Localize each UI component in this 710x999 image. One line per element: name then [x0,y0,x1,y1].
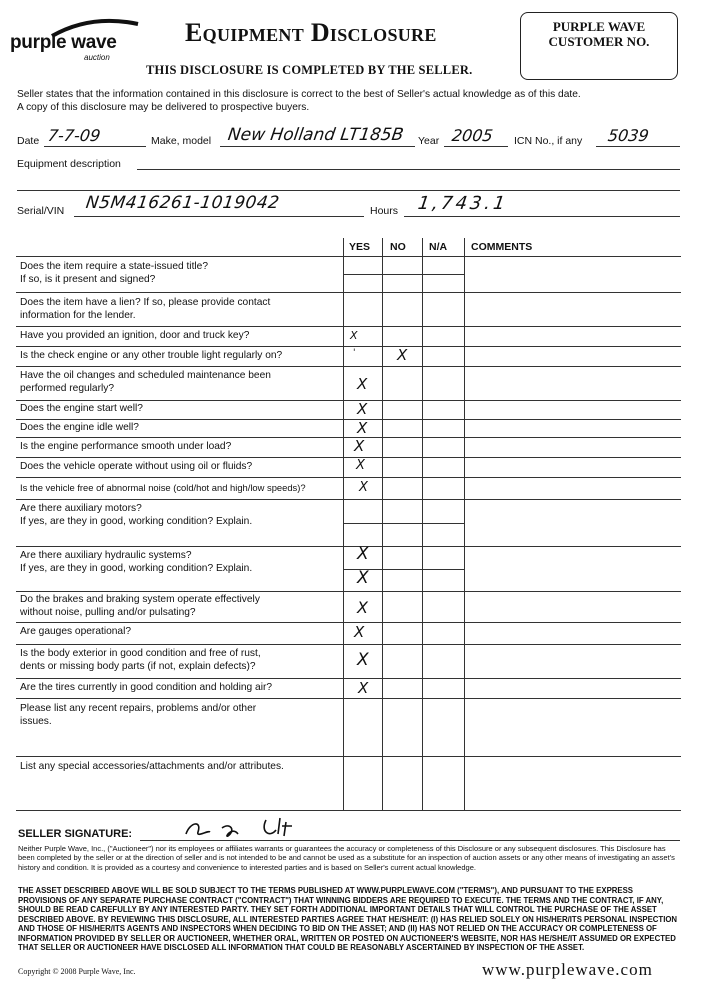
question-brakes: Do the brakes and braking system operate effectively without noise, pulling and/or pulsating? [20,594,260,618]
seller-signature [180,812,320,842]
mark-engine-idle-yes[interactable]: X [357,419,368,437]
purple-wave-logo [10,18,130,62]
customer-number-box[interactable]: PURPLE WAVE CUSTOMER NO. [520,12,678,80]
col-comments: COMMENTS [471,241,533,253]
page-title: Equipment Disclosure [185,18,437,47]
page-subtitle: THIS DISCLOSURE IS COMPLETED BY THE SELLER. [146,63,473,77]
question-lien: Does the item have a lien? If so, please provide contact information for the lender. [20,297,271,321]
mark-check-engine-yes[interactable]: ' [353,348,356,358]
equipment-description-label: Equipment description [17,158,121,170]
mark-abnormal-noise-yes[interactable]: X [359,480,368,495]
question-body-exterior: Is the body exterior in good condition and free of rust, dents or missing body parts (if not, explain defects)? [20,648,261,672]
mark-engine-start-yes[interactable]: X [357,400,368,418]
mark-hydraulics-yes[interactable]: X [357,544,369,564]
question-oil-fluids: Does the vehicle operate without using oil or fluids? [20,461,253,472]
website-link[interactable]: www.purplewave.com [482,960,653,979]
year-label: Year [418,135,440,147]
mark-tires-yes[interactable]: X [358,679,369,697]
icn-label: ICN No., if any [514,135,583,147]
hours-label: Hours [370,205,399,217]
col-yes: YES [349,241,371,253]
question-auxiliary-motors: Are there auxiliary motors? If yes, are they in good, working condition? Explain. [20,503,253,527]
question-gauges: Are gauges operational? [20,626,132,637]
col-na: N/A [429,241,448,253]
mark-hydraulics-yes-2[interactable]: X [357,568,369,588]
serial-label: Serial/VIN [17,205,65,217]
mark-engine-performance-yes[interactable]: X [354,437,365,455]
question-oil-changes: Have the oil changes and scheduled maintenance been performed regularly? [20,370,271,394]
date-field[interactable]: 7-7-09 [46,126,102,145]
question-keys: Have you provided an ignition, door and truck key? [20,330,250,341]
question-engine-performance: Is the engine performance smooth under load? [20,441,232,452]
logo-text: purple wave [10,32,117,53]
intro-text: Seller states that the information contained in this disclosure is correct to the best of Seller's actual knowledge as of this date. A copy of this disclosure may be delivered to prospective buyers. [17,89,581,113]
col-no: NO [390,241,406,253]
serial-field[interactable]: N5M416261-1019042 [84,193,281,213]
disclaimer-text: Neither Purple Wave, Inc., ("Auctioneer") nor its employees or affiliates warrants or guarantees the accuracy or completeness of this Disclosure or any subsequent disclosures. This Disclosure has been completed by the seller or at the direction of seller and is not intended to be and cannot be used as a substitute for an inspection of auction assets or any other means of investigating an asset's history and condition. It is provided as a courtesy and convenience to interested parties and is based on Seller's current actual knowledge. [18,844,675,872]
question-title: Does the item require a state-issued title? If so, is it present and signed? [20,261,208,285]
make-model-label: Make, model [151,135,212,147]
mark-brakes-yes[interactable]: X [357,598,368,617]
mark-keys-yes[interactable]: X [350,329,358,342]
mark-body-yes[interactable]: X [357,650,369,670]
copyright: Copyright © 2008 Purple Wave, Inc. [18,967,136,976]
question-abnormal-noise: Is the vehicle free of abnormal noise (cold/hot and high/low speeds)? [20,482,306,493]
year-field[interactable]: 2005 [450,126,495,145]
make-model-field[interactable]: New Holland LT185B [226,125,405,145]
question-accessories: List any special accessories/attachments and/or attributes. [20,761,284,772]
hours-field[interactable]: 1,743.1 [416,193,510,214]
question-recent-repairs: Please list any recent repairs, problems and/or other issues. [20,703,257,727]
question-engine-start: Does the engine start well? [20,403,143,414]
mark-oil-changes-yes[interactable]: X [357,375,368,393]
seller-signature-label: SELLER SIGNATURE: [18,828,133,840]
logo-subtext: auction [84,53,110,62]
question-auxiliary-hydraulics: Are there auxiliary hydraulic systems? If yes, are they in good, working condition? Explain. [20,550,253,574]
terms-text: THE ASSET DESCRIBED ABOVE WILL BE SOLD SUBJECT TO THE TERMS PUBLISHED AT WWW.PURPLEWAVE.COM ("TERMS"), AND PURSUANT TO THE EXPRESS PROVISIONS OF ANY SEPARATE PURCHASE CONTRACT ("CONTRACT") THAT WINNING BIDDERS ARE REQUIRED TO EXECUTE. THE TERMS AND THE CONTRACT, IF ANY, SHOULD BE READ CAREFULLY BY ANY INTERESTED PARTY. THEY SET FORTH ADDITIONAL IMPORTANT DETAILS THAT WILL CONTROL THE PURCHASE OF THE ASSET DESCRIBED ABOVE. BY REVIEWING THIS DISCLOSURE, ALL INTERESTED PARTIES AGREE THAT HE/SHE/IT: (I) HAS RELIED SOLELY ON HIS/HER/ITS PERSONAL INSPECTION AND THOSE OF HIS/HER/ITS AGENTS AND INSPECTORS WHEN DECIDING TO BID ON THE ASSET; AND (II) HAS NOT RELIED ON THE ACCURACY OR COMPLETENESS OF INFORMATION PROVIDED BY SELLER OR AUCTIONEER, WHETHER ORAL, WRITTEN OR POSTED ON AUCTIONEER'S WEBSITE, NOR HAS HE/SHE/IT ASSUMED OR EXPECTED THAT SELLER OR AUCTIONEER HAVE DISCLOSED ALL INFORMATION THAT COULD BE REASONABLY ASCERTAINED BY INSPECTION OF THE ASSET. [18,886,678,952]
mark-check-engine-no[interactable]: X [397,346,408,364]
equipment-description-line-2[interactable] [17,190,680,191]
mark-oil-fluids-yes[interactable]: X [356,458,365,473]
question-check-engine: Is the check engine or any other trouble light regularly on? [20,350,283,361]
mark-gauges-yes[interactable]: X [354,623,365,641]
question-engine-idle: Does the engine idle well? [20,422,139,433]
icn-field[interactable]: 5039 [606,126,651,145]
question-tires: Are the tires currently in good condition and holding air? [20,682,273,693]
equipment-description-field[interactable] [137,169,680,170]
disclosure-table [16,238,681,810]
date-label: Date [17,135,40,147]
